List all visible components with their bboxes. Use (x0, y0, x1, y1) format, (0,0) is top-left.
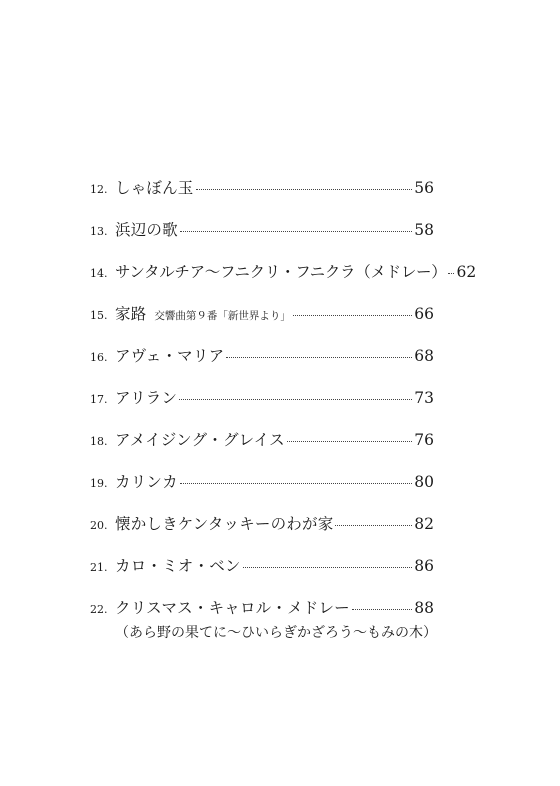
entry-number: 12. (90, 183, 108, 196)
entry-number: 16. (90, 351, 108, 364)
entry-number: 15. (90, 309, 108, 322)
toc-entry (90, 512, 434, 534)
entry-page: 80 (414, 473, 434, 491)
entry-page: 88 (414, 599, 434, 617)
entry-page: 58 (414, 221, 434, 239)
dot-leader (196, 189, 413, 190)
dot-leader (180, 231, 412, 232)
entry-title: アメイジング・グレイス (115, 431, 285, 449)
dot-leader (352, 609, 412, 610)
dot-leader (179, 399, 412, 400)
toc-entry (90, 302, 434, 324)
toc-entry (90, 260, 477, 282)
dot-leader (243, 567, 413, 568)
dot-leader (180, 483, 412, 484)
toc-entry-group (90, 596, 437, 642)
entry-page: 86 (414, 557, 434, 575)
toc-entry (90, 554, 434, 576)
entry-number: 20. (90, 519, 108, 532)
entry-title: アヴェ・マリア (115, 347, 225, 365)
entry-number: 14. (90, 267, 108, 280)
entry-title: カロ・ミオ・ベン (115, 557, 241, 575)
entry-number: 19. (90, 477, 108, 490)
entry-number: 22. (90, 603, 108, 616)
entry-page: 56 (414, 179, 434, 197)
toc-entry (90, 176, 434, 198)
entry-title: アリラン (115, 389, 178, 407)
entry-number: 13. (90, 225, 108, 238)
dot-leader (226, 357, 412, 358)
toc-entry (90, 596, 434, 618)
toc-entry (90, 218, 434, 240)
dot-leader (335, 525, 412, 526)
dot-leader (287, 441, 412, 442)
entry-title: しゃぼん玉 (115, 179, 194, 197)
toc-entry (90, 428, 434, 450)
entry-page: 66 (414, 305, 434, 323)
entry-page: 68 (414, 347, 434, 365)
entry-number: 18. (90, 435, 108, 448)
entry-title: クリスマス・キャロル・メドレー (115, 599, 350, 617)
entry-page: 62 (456, 263, 477, 281)
entry-title: サンタルチア〜フニクリ・フニクラ（メドレー） (115, 263, 447, 281)
entry-title: 家路 (115, 305, 147, 323)
entry-title: カリンカ (115, 473, 178, 491)
dot-leader (293, 315, 412, 316)
entry-number: 17. (90, 393, 108, 406)
toc-entry (90, 344, 434, 366)
entry-number: 21. (90, 561, 108, 574)
entry-note: （あら野の果てに〜ひいらぎかざろう〜もみの木） (115, 625, 437, 641)
entry-title: 浜辺の歌 (115, 221, 178, 239)
toc-entry (90, 386, 434, 408)
entry-page: 82 (414, 515, 434, 533)
entry-title: 懐かしきケンタッキーのわが家 (115, 515, 334, 533)
entry-subtitle: 交響曲第９番「新世界より」 (154, 310, 291, 322)
entry-page: 73 (414, 389, 434, 407)
dot-leader (448, 273, 454, 274)
toc-entry (90, 470, 434, 492)
entry-page: 76 (414, 431, 434, 449)
